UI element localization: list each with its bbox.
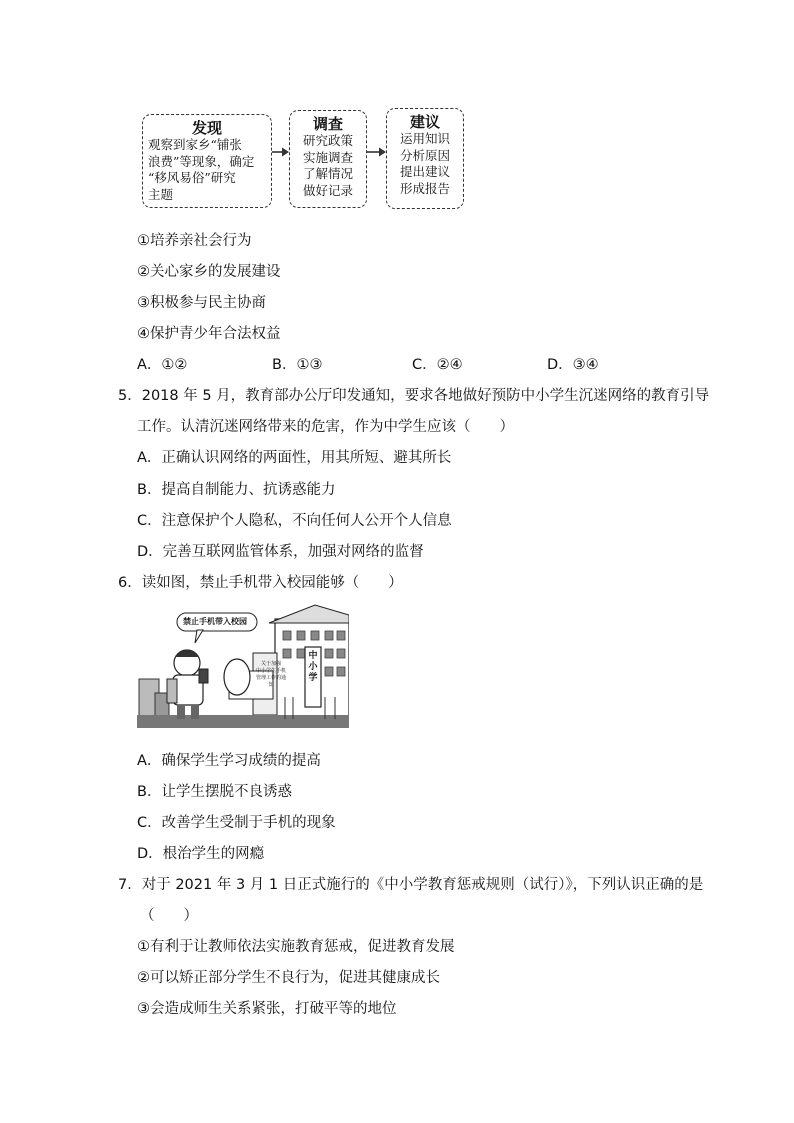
flow-box-line: 研究政策: [302, 133, 353, 148]
q5-option-c[interactable]: C．注意保护个人隐私，不向任何人公开个人信息: [137, 513, 452, 529]
cartoon-bubble-text: 禁止手机带入校园: [183, 617, 247, 626]
flow-box-title: 调查: [312, 115, 343, 133]
q4-option-a[interactable]: A．①②: [137, 357, 188, 373]
flow-box-line: 运用知识: [399, 131, 450, 146]
q5-stem-line2: 工作。认清沉迷网络带来的危害，作为中学生应该（ ）: [137, 419, 514, 435]
flow-box-line: 分析原因: [399, 147, 450, 163]
flow-box-line: 了解情况: [302, 166, 353, 181]
q7-stem-line2: （ ）: [140, 908, 198, 924]
flow-box-line: 实施调查: [302, 149, 353, 165]
q6-stem: 6．读如图，禁止手机带入校园能够（ ）: [118, 575, 403, 591]
flow-box-line: “移风易俗”研究: [148, 170, 236, 185]
flow-box-line: 提出建议: [399, 164, 450, 179]
q4-item-2: ②关心家乡的发展建设: [137, 264, 281, 280]
flow-box-line: 主题: [148, 186, 174, 202]
q4-option-c[interactable]: C．②④: [412, 357, 463, 373]
flow-box-discover: [142, 114, 272, 208]
q7-item-3: ③会造成师生关系紧张，打破平等的地位: [137, 1001, 397, 1017]
flow-box-line: 做好记录: [302, 182, 353, 198]
q6-option-d[interactable]: D．根治学生的网瘾: [137, 846, 265, 862]
cartoon-notice-line: 管理工作的通知: [255, 675, 286, 688]
q6-option-a[interactable]: A．确保学生学习成绩的提高: [137, 753, 321, 769]
q5-stem-line1: 5．2018 年 5 月，教育部办公厅印发通知，要求各地做好预防中小学生沉迷网络的教育引导: [118, 388, 710, 404]
flow-box-survey: [289, 110, 367, 208]
q7-item-1: ①有利于让教师依法实施教育惩戒，促进教育发展: [137, 939, 455, 955]
cartoon-notice-line: 关于加强: [260, 661, 281, 667]
flow-box-line: 形成报告: [399, 180, 450, 196]
q4-item-4: ④保护青少年合法权益: [137, 326, 281, 342]
flow-box-line: 观察到家乡“铺张: [148, 137, 242, 152]
q4-option-b[interactable]: B．①③: [272, 357, 323, 373]
flow-arrow-1: [272, 146, 290, 158]
q5-option-d[interactable]: D．完善互联网监管体系，加强对网络的监督: [137, 544, 424, 560]
cartoon-notice-line: 中小学生手机: [255, 668, 286, 674]
q5-option-a[interactable]: A．正确认识网络的两面性，用其所短、避其所长: [137, 450, 452, 466]
q5-option-b[interactable]: B．提高自制能力、抗诱惑能力: [137, 482, 336, 498]
cartoon-school-sign: 中小学: [308, 651, 318, 683]
q6-option-b[interactable]: B．让学生摆脱不良诱惑: [137, 784, 292, 800]
flow-box-title: 建议: [409, 113, 440, 131]
flow-box-line: 浪费”等现象，确定: [148, 153, 255, 169]
q6-option-c[interactable]: C．改善学生受制于手机的现象: [137, 815, 336, 831]
q4-item-3: ③积极参与民主协商: [137, 295, 266, 311]
q6-cartoon: [137, 601, 349, 728]
q7-stem-line1: 7．对于 2021 年 3 月 1 日正式施行的《中小学教育惩戒规则（试行）》，下列认识正确的是: [118, 877, 704, 893]
cartoon-notice: [255, 661, 287, 689]
flow-box-title: 发现: [191, 119, 222, 137]
q7-item-2: ②可以矫正部分学生不良行为，促进其健康成长: [137, 970, 440, 986]
flow-box-suggest: [386, 108, 464, 209]
q4-item-1: ①培养亲社会行为: [137, 233, 252, 249]
flow-arrow-2: [367, 146, 387, 158]
q4-option-d[interactable]: D．③④: [547, 357, 599, 373]
